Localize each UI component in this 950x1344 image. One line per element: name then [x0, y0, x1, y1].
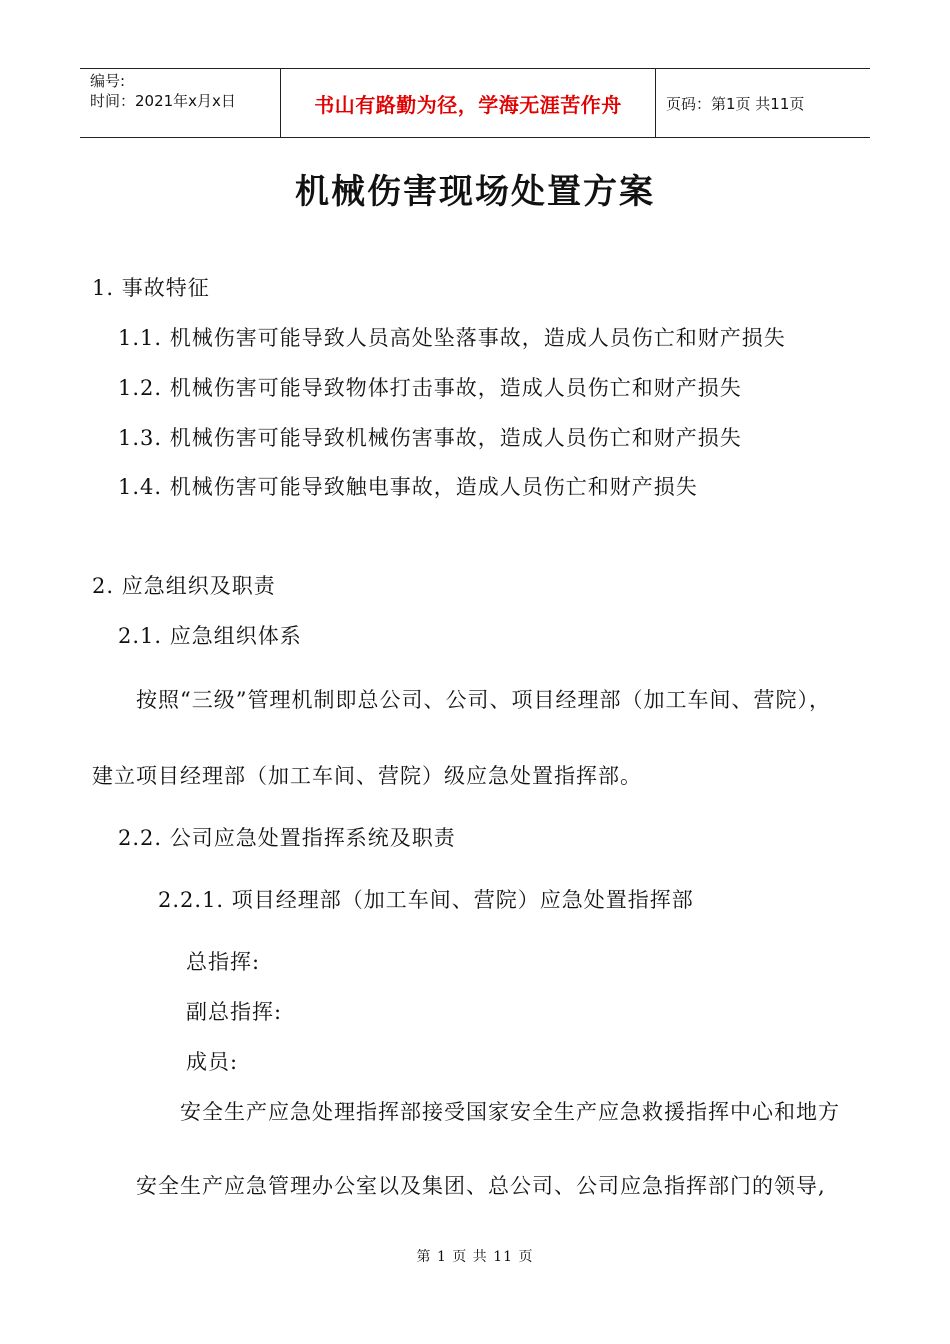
item-2-2: 2.2. 公司应急处置指挥系统及职责 — [118, 826, 456, 850]
item-1-4: 1.4. 机械伤害可能导致触电事故，造成人员伤亡和财产损失 — [118, 475, 698, 499]
header-meta — [80, 69, 280, 137]
section-2-heading: 2. 应急组织及职责 — [92, 574, 276, 598]
item-1-2: 1.2. 机械伤害可能导致物体打击事故，造成人员伤亡和财产损失 — [118, 376, 742, 400]
code-label: 编号: — [90, 72, 126, 90]
document-title: 机械伤害现场处置方案 — [295, 172, 655, 212]
chief-commander-label: 总指挥: — [186, 950, 261, 974]
members-label: 成员: — [186, 1050, 239, 1074]
header-page-info: 页码：第1页 共11页 — [666, 94, 805, 113]
item-2-2-1: 2.2.1. 项目经理部（加工车间、营院）应急处置指挥部 — [158, 888, 694, 912]
paragraph-1-line-1: 按照“三级”管理机制即总公司、公司、项目经理部（加工车间、营院）， — [136, 688, 831, 712]
paragraph-1-line-2: 建立项目经理部（加工车间、营院）级应急处置指挥部。 — [92, 764, 642, 788]
page-footer: 第 1 页 共 11 页 — [416, 1249, 534, 1265]
item-1-1: 1.1. 机械伤害可能导致人员高处坠落事故，造成人员伤亡和财产损失 — [118, 326, 786, 350]
paragraph-2-line-1: 安全生产应急处理指挥部接受国家安全生产应急救援指挥中心和地方 — [180, 1100, 840, 1124]
page-header — [80, 68, 870, 138]
header-motto: 书山有路勤为径，学海无涯苦作舟 — [280, 69, 656, 137]
section-1-heading: 1. 事故特征 — [92, 276, 210, 300]
paragraph-2-line-2: 安全生产应急管理办公室以及集团、总公司、公司应急指挥部门的领导, — [136, 1174, 826, 1198]
time-label: 时间：2021年x月x日 — [90, 92, 236, 110]
item-1-3: 1.3. 机械伤害可能导致机械伤害事故，造成人员伤亡和财产损失 — [118, 426, 742, 450]
item-2-1: 2.1. 应急组织体系 — [118, 624, 302, 648]
deputy-commander-label: 副总指挥: — [186, 1000, 283, 1024]
